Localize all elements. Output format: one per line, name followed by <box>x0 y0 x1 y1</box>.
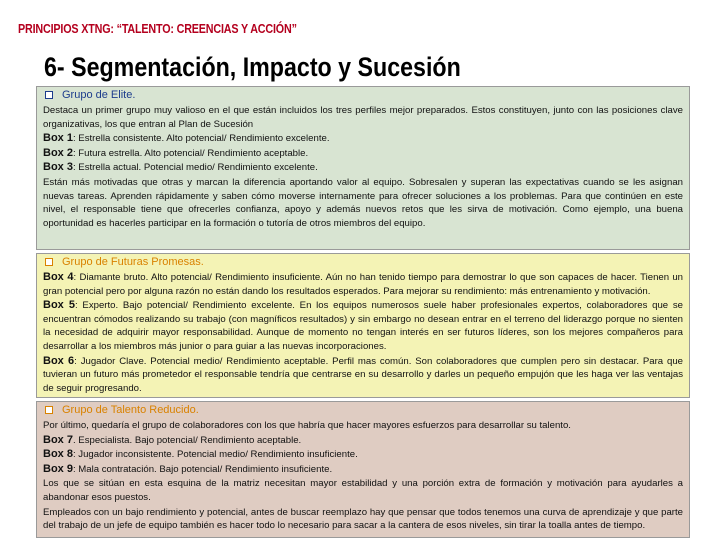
box-1-label: Box 1 <box>43 132 73 145</box>
reduced-talent-title: Grupo de Talento Reducido. <box>62 404 199 416</box>
box-8-text: : Jugador inconsistente. Potencial medio/ Rendimiento insuficiente. <box>72 449 358 461</box>
box-2-label: Box 2 <box>43 146 73 159</box>
box-3-text: : Estrella actual. Potencial medio/ Rendimiento excelente. <box>72 162 318 174</box>
checkbox-bullet-icon <box>45 258 53 266</box>
box-1-text: : Estrella consistente. Alto potencial/ Rendimiento excelente. <box>72 133 330 145</box>
box-8-label: Box 8 <box>43 448 73 461</box>
reduced-talent-heading <box>43 403 683 418</box>
box-7-text: . Especialista. Bajo potencial/ Rendimiento aceptable. <box>72 434 302 446</box>
elite-intro: Destaca un primer grupo muy valioso en el que están incluidos los tres perfiles mejor preparados. Estos constituyen, junto con las posiciones clave organizativas, los que entran al Plan de Sucesión <box>43 105 683 130</box>
box-9-line <box>43 463 683 477</box>
future-promises-heading <box>43 255 683 270</box>
box-5-text: : Experto. Bajo potencial/ Rendimiento excelente. En los equipos numerosos suele haber profesionales expertos, colaboradores que se encuentran cómodos realizando su trabajo (con magníficos resultados) y sin embargo no desean entrar en el terreno del liderazgo porque no sienten la necesidad de adquirir mayor responsabilidad. Aunque de momento no tengan interés en ser futuros líderes, son los mejores compañeros para desarrollar a los miembros más junior o para guiar a las nuevas incorporaciones. <box>43 300 683 352</box>
elite-outro: Están más motivadas que otras y marcan la diferencia aportando valor al equipo. Sobresalen y superan las expectativas cuando se les asignan nuevas tareas. Aprenden rápidamente y saben cómo moverse internamente para ofrecer soluciones a los problemas. Para que continúen en este nivel, el responsable tiene que ofrecerles confianza, apoyo y además nuevos retos que les sirva de motivación. Como ejemplo, una buena oportunidad es hacerles participar en la formación o tutoría de otros miembros del equipo. <box>43 176 683 229</box>
box-5-label: Box 5 <box>43 299 76 312</box>
box-3-line <box>43 161 683 175</box>
box-2-line <box>43 147 683 161</box>
box-9-label: Box 9 <box>43 462 73 475</box>
reduced-talent-outro: Los que se sitúan en esta esquina de la matriz necesitan mayor estabilidad y una porción extra de formación y motivación para ayudarles a abandonar esos puestos. <box>43 478 683 503</box>
elite-group-box <box>36 86 690 250</box>
future-promises-title: Grupo de Futuras Promesas. <box>62 256 204 268</box>
box-3-label: Box 3 <box>43 161 73 174</box>
box-8-line <box>43 448 683 462</box>
box-9-text: : Mala contratación. Bajo potencial/ Rendimiento insuficiente. <box>72 463 333 475</box>
box-6-label: Box 6 <box>43 354 75 367</box>
slide-header: PRINCIPIOS XTNG: “TALENTO: CREENCIAS Y ACCIÓN” <box>18 22 297 36</box>
reduced-talent-outro-2: Empleados con un bajo rendimiento y potencial, antes de buscar reemplazo hay que pensar que todos tenemos una curva de aprendizaje y que parte del trabajo de un jefe de equipo también es hacer todo lo necesario para sacar a la cantera de esos niveles, sin tirar la toalla antes de tiempo. <box>43 506 683 532</box>
box-4-line <box>43 271 683 298</box>
box-2-text: : Futura estrella. Alto potencial/ Rendimiento aceptable. <box>72 147 309 159</box>
box-1-line <box>43 132 683 146</box>
checkbox-bullet-icon <box>45 406 53 414</box>
reduced-talent-intro: Por último, quedaría el grupo de colaboradores con los que habría que hacer mayores esfuerzos para desarrollar su talento. <box>43 420 571 431</box>
future-promises-group-box <box>36 253 690 398</box>
box-6-text: : Jugador Clave. Potencial medio/ Rendimiento aceptable. Perfil mas común. Son colaboradores que cumplen pero sin destacar. Para que tuvieran un futuro más prometedor el responsable tendría que centrarse en su desarrollo y darles un pequeño empujón que les haga ver las ventajas de seguir progresando. <box>43 355 683 394</box>
box-7-line <box>43 434 683 448</box>
elite-group-title: Grupo de Elite. <box>62 89 136 101</box>
box-4-text: : Diamante bruto. Alto potencial/ Rendimiento insuficiente. Aún no han tenido tiempo para demostrar lo que son capaces de hacer. Tienen un gran potencial pero por alguna razón no están dando los resultados esperados. Para mejorar su rendimiento: más entrenamiento y motivación. <box>43 272 683 297</box>
box-6-line <box>43 355 683 396</box>
box-7-label: Box 7 <box>43 433 73 446</box>
reduced-talent-group-box <box>36 401 690 538</box>
checkbox-bullet-icon <box>45 91 53 99</box>
box-5-line <box>43 299 683 353</box>
elite-group-heading <box>43 88 683 103</box>
box-4-label: Box 4 <box>43 271 74 283</box>
slide-title: 6- Segmentación, Impacto y Sucesión <box>44 52 461 82</box>
